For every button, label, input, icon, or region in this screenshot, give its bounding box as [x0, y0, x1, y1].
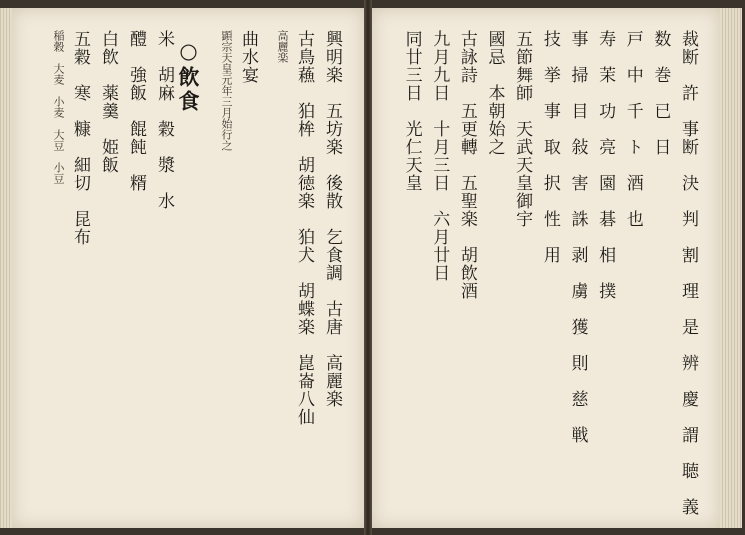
right-page-column: 数 巻 已 日: [650, 30, 671, 156]
left-page-column: 曲水宴: [238, 30, 258, 84]
right-page-column: 裁断 許 事断 決 判 割 理 是 辨 慶 謂 聴 義: [678, 30, 698, 516]
left-page-column: 顕宗天皇元年三月始行之: [220, 30, 233, 151]
right-page-column: 九月九日 十月三日 六月廿日: [429, 30, 450, 282]
left-page-column: 稲穀 大麦 小麦 大豆 小豆: [52, 30, 65, 184]
left-page-column: 古鳥蘓 狛桙 胡徳楽 狛犬 胡蝶楽 崑崙八仙: [294, 30, 314, 426]
right-page-column: 古詠詩 五更轉 五聖楽 胡飲酒: [456, 30, 477, 300]
right-page: [372, 8, 720, 528]
left-page-column: 米 胡麻 穀 漿 水: [154, 30, 174, 210]
left-page-column: 高麗楽: [276, 30, 289, 63]
right-page-column: 五節舞師 天武天皇御宇: [512, 30, 533, 228]
left-page-column: ○飲食: [176, 38, 201, 114]
right-page-column: 戸 中 千 ト 酒 也: [622, 30, 643, 228]
page-edge-right: [720, 8, 742, 528]
left-page-column: 興明楽 五坊楽 後散 乞食調 古唐 高麗楽: [322, 30, 342, 408]
left-page-column: 醴 強飯 餛飩 糈: [126, 30, 146, 192]
left-page-column: 白飲 薬羹 姫飯: [98, 30, 118, 174]
right-page-column: 國忌 本朝始之: [484, 30, 505, 156]
book-gutter: [364, 0, 372, 535]
right-page-column: 事 掃 目 敍 害 誅 剥 虜 獲 則 慈 戦: [567, 30, 588, 444]
right-page-column: 技 挙 事 取 択 性 用: [539, 30, 560, 264]
right-page-column: 寿 茉 功 亮 園 碁 相 撲: [595, 30, 616, 300]
page-edge-left: [0, 8, 12, 528]
right-page-column: 同廿三日 光仁天皇: [401, 30, 422, 192]
left-page-column: 五穀 寒 糠 細切 昆布: [70, 30, 90, 246]
left-page: [12, 8, 364, 528]
